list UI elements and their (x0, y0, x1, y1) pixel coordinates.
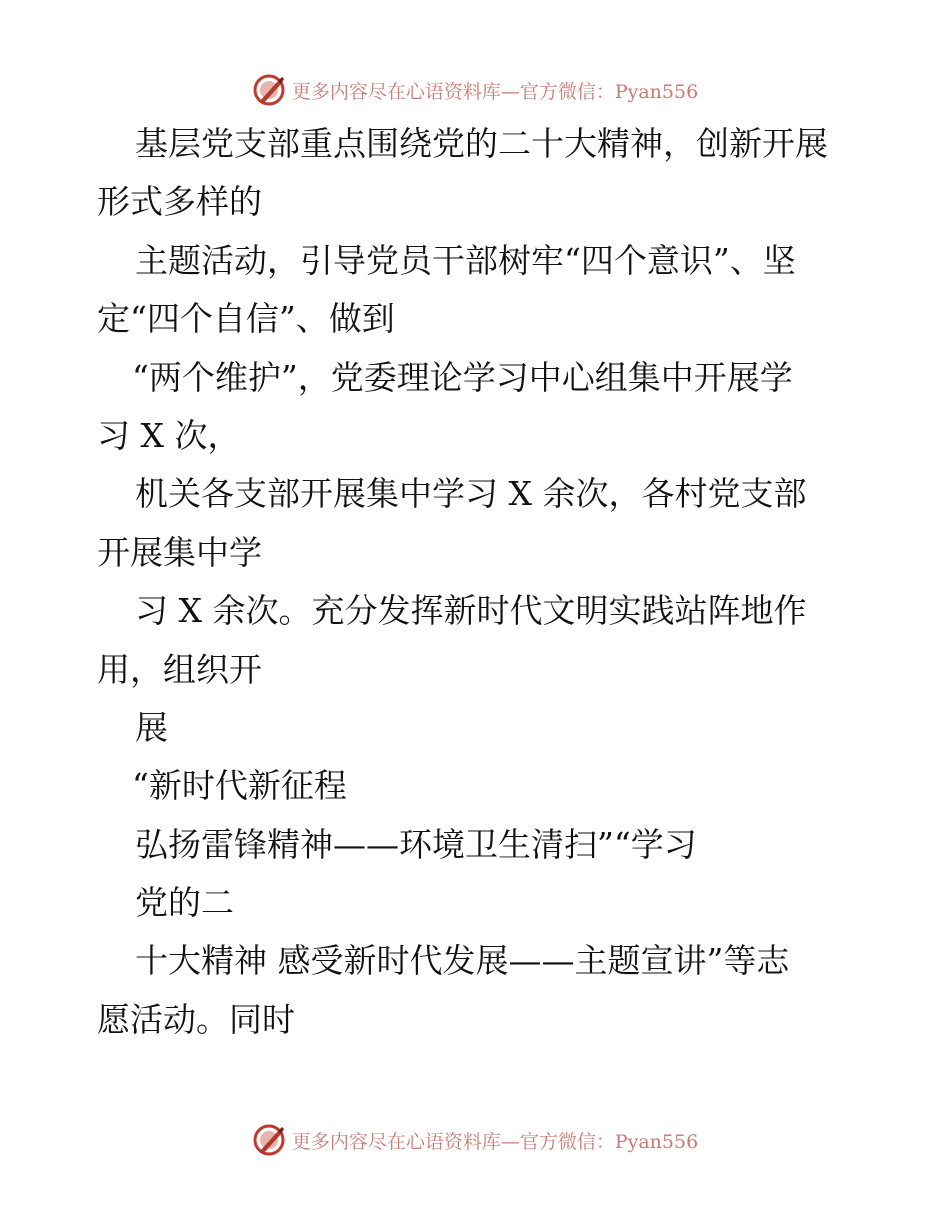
watermark-text: 更多内容尽在心语资料库—官方微信：Pyan556 (291, 80, 699, 103)
text-line: 机关各支部开展集中学习 X 余次，各村党支部 (135, 474, 807, 514)
text-line: 定“四个自信”、做到 (97, 299, 395, 339)
document-body (97, 115, 877, 1049)
text-line: 开展集中学 (97, 532, 262, 572)
text-line: 形式多样的 (97, 182, 262, 222)
text-line: 基层党支部重点围绕党的二十大精神，创新开展 (135, 124, 828, 163)
text-line: 弘扬雷锋精神——环境卫生清扫”“学习 (135, 824, 697, 864)
seal-logo-icon (252, 73, 286, 107)
seal-logo-icon (252, 1123, 286, 1157)
text-line: 习 X 余次。充分发挥新时代文明实践站阵地作 (135, 591, 807, 631)
text-line: 愿活动。同时 (97, 999, 295, 1039)
text-line: 十大精神 感受新时代发展——主题宣讲”等志 (135, 941, 790, 981)
footer-watermark (0, 1120, 950, 1160)
watermark-text: 更多内容尽在心语资料库—官方微信：Pyan556 (291, 1130, 699, 1153)
text-line: 习 X 次， (97, 415, 241, 455)
text-line: “两个维护”，党委理论学习中心组集中开展学 (132, 357, 793, 397)
text-line: “新时代新征程 (132, 766, 347, 806)
text-line: 展 (135, 707, 168, 747)
text-line: 用，组织开 (97, 649, 262, 689)
text-line: 主题活动，引导党员干部树牢“四个意识”、坚 (135, 240, 796, 280)
header-watermark (0, 70, 950, 110)
text-line: 党的二 (135, 883, 234, 923)
